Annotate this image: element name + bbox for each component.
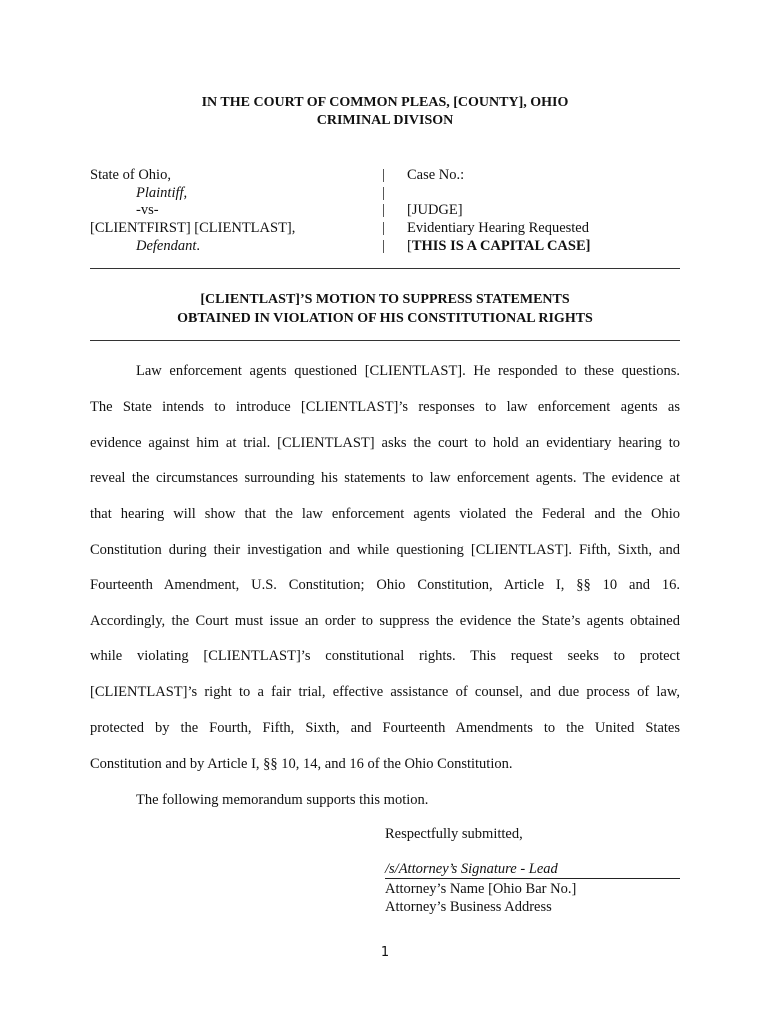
body-line: reveal the circumstances surrounding his statements to law enforcement agents. The evidence at: [90, 470, 680, 486]
body-line: The State intends to introduce [CLIENTLAST]’s responses to law enforcement agents as: [90, 399, 680, 415]
caption-state: State of Ohio,: [90, 167, 171, 183]
caption-capital-case: [407, 237, 590, 255]
caption-separator: |: [382, 202, 385, 218]
signature-closing: Respectfully submitted,: [385, 826, 523, 842]
body-line: while violating [CLIENTLAST]’s constitutional rights. This request seeks to protect: [90, 648, 680, 664]
court-name: IN THE COURT OF COMMON PLEAS, [COUNTY], OHIO: [201, 95, 569, 110]
caption-defendant: [136, 237, 200, 255]
body-closing-paragraph: The following memorandum supports this motion.: [136, 792, 429, 808]
caption-defendant-name: [CLIENTFIRST] [CLIENTLAST],: [90, 220, 296, 236]
body-line: evidence against him at trial. [CLIENTLAST] asks the court to hold an evidentiary hearing to: [90, 435, 680, 451]
body-line: Law enforcement agents questioned [CLIENTLAST]. He responded to these questions.: [136, 363, 680, 379]
motion-title-line-1: [CLIENTLAST]’S MOTION TO SUPPRESS STATEMENTS: [200, 292, 570, 307]
caption-vs: -vs-: [136, 202, 159, 218]
caption-defendant-period: .: [196, 238, 201, 254]
attorney-address: Attorney’s Business Address: [385, 899, 552, 915]
caption-divider: [90, 268, 680, 269]
attorney-name: Attorney’s Name [Ohio Bar No.]: [385, 881, 577, 897]
caption-defendant-role: Defendant: [136, 238, 197, 254]
page-number: 1: [380, 945, 390, 960]
caption-separator: |: [382, 220, 385, 236]
caption-separator: |: [382, 238, 385, 254]
body-line: that hearing will show that the law enforcement agents violated the Federal and the Ohio: [90, 506, 680, 522]
court-division: CRIMINAL DIVISON: [316, 113, 454, 128]
motion-title-line-2: OBTAINED IN VIOLATION OF HIS CONSTITUTIONAL RIGHTS: [177, 311, 593, 326]
caption-separator: |: [382, 185, 385, 201]
caption-plaintiff: Plaintiff,: [136, 185, 188, 201]
body-line: Constitution and by Article I, §§ 10, 14, and 16 of the Ohio Constitution.: [90, 756, 513, 772]
caption-judge: [JUDGE]: [407, 202, 463, 218]
body-line: [CLIENTLAST]’s right to a fair trial, effective assistance of counsel, and due process of law,: [90, 684, 680, 700]
caption-hearing-requested: Evidentiary Hearing Requested: [407, 220, 589, 236]
body-line: protected by the Fourth, Fifth, Sixth, and Fourteenth Amendments to the United States: [90, 720, 680, 736]
body-line: Accordingly, the Court must issue an order to suppress the evidence the State’s agents obtained: [90, 613, 680, 629]
caption-separator: |: [382, 167, 385, 183]
caption-case-number: Case No.:: [407, 167, 465, 183]
capital-case-text: THIS IS A CAPITAL CASE]: [411, 238, 591, 254]
signature-line: /s/Attorney’s Signature - Lead: [385, 861, 680, 879]
body-line: Constitution during their investigation and while questioning [CLIENTLAST]. Fifth, Sixth, and: [90, 542, 680, 558]
body-line: Fourteenth Amendment, U.S. Constitution; Ohio Constitution, Article I, §§ 10 and 16.: [90, 577, 680, 593]
title-divider: [90, 340, 680, 341]
capital-bracket: [: [407, 238, 412, 254]
